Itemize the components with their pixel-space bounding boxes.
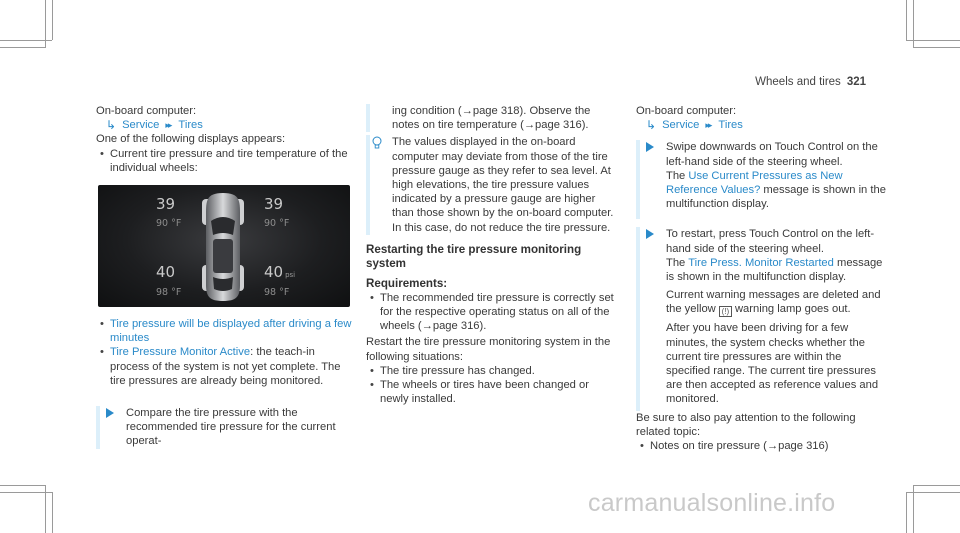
intro-text: One of the following displays appears:	[96, 133, 286, 146]
crop-mark	[0, 40, 52, 41]
tire-pressure-rear-right-wrap	[264, 265, 295, 282]
crop-mark	[0, 492, 52, 493]
step-text: Swipe downwards on Touch Control on the left-hand side of the steering wheel.	[666, 141, 878, 168]
step-result	[666, 288, 886, 317]
step-swipe	[636, 140, 886, 219]
crop-mark	[913, 47, 960, 48]
ref-arrow-icon: →	[523, 119, 536, 132]
step-compare	[96, 406, 352, 449]
step-text: ). Observe the notes on tire temperature (	[392, 105, 591, 132]
step-result: After you have been driving for a few minutes, the system checks whether the current tire pressures are within the specified range. The current tire pressures are then accepted as reference values and monitored.	[666, 322, 879, 406]
tire-warning-lamp-icon: (!)	[719, 306, 732, 317]
tire-pressure-rear-right: 40	[264, 263, 284, 282]
breadcrumb-tires[interactable]: Tires	[178, 119, 203, 132]
list-item-text: )	[824, 440, 829, 453]
message-link-driving: Tire pressure will be displayed after driving a few minutes	[110, 318, 352, 345]
breadcrumb-service[interactable]: Service	[122, 119, 160, 132]
related-list	[636, 439, 886, 453]
list-item	[366, 291, 616, 334]
crop-mark	[52, 492, 53, 533]
list-item-text: The recommended tire pressure is correctly set for the respective operating status on all of the wheels (	[380, 291, 614, 333]
requirements-list	[366, 291, 616, 334]
step-text: ing condition (	[392, 105, 462, 117]
pressure-unit: psi	[285, 271, 296, 280]
step-text: ).	[581, 119, 589, 132]
list-item	[636, 439, 886, 453]
step-text: warning lamp goes out.	[731, 303, 851, 316]
list-item	[96, 317, 352, 345]
step-text: The	[666, 256, 689, 269]
list-item	[96, 147, 352, 175]
page-ref-link[interactable]: page 316	[778, 440, 825, 453]
attention-text: Be sure to also pay attention to the following related topic:	[636, 411, 856, 438]
breadcrumb-service[interactable]: Service	[662, 119, 700, 132]
list-item-text: Notes on tire pressure (	[650, 440, 767, 453]
message-link-use-current: Use Current Pressures as New Reference Values?	[666, 169, 843, 197]
list-item-text: Current tire pressure and tire temperature of the individual wheels:	[110, 147, 348, 174]
note-text: The values displayed in the on-board computer may deviate from those of the tire pressure gauge as they refer to sea level. At high elevations, the tire pressure values indicated by a pressure gauge are higher than those shown by the on-board computer. In this case, do not reduce the tire pressure.	[392, 136, 614, 234]
step-text: message is shown in the multifunction display.	[666, 184, 886, 211]
ref-arrow-icon: →	[766, 440, 779, 453]
page-ref-link[interactable]: page 316	[432, 320, 480, 333]
tire-temp-rear-left: 98 °F	[156, 287, 182, 299]
step-arrow-icon	[646, 229, 654, 239]
crop-mark	[913, 485, 960, 486]
step-text: Current warning messages are deleted and the yellow	[666, 289, 881, 316]
car-top-view-icon	[98, 185, 350, 307]
crop-mark	[906, 492, 960, 493]
crop-mark	[0, 47, 45, 48]
step-result	[666, 169, 886, 212]
tire-temp-front-left: 90 °F	[156, 218, 182, 230]
crop-mark	[52, 0, 53, 40]
breadcrumb	[636, 118, 886, 132]
section-title: Wheels and tires	[755, 76, 841, 88]
onboard-label: On-board computer:	[636, 105, 737, 117]
double-chevron-icon: ▸▸	[705, 120, 711, 131]
step-arrow-icon	[646, 142, 654, 152]
step-text: The	[666, 169, 689, 182]
list-item	[366, 364, 616, 378]
step-text: Compare the tire pressure with the recommended tire pressure for the current operat-	[126, 407, 336, 448]
ref-arrow-icon: →	[421, 320, 433, 333]
page-header	[755, 75, 866, 89]
onboard-label: On-board computer:	[96, 105, 197, 117]
breadcrumb-arrow-icon: ↳	[106, 118, 117, 133]
crop-mark	[0, 485, 45, 486]
page-ref-link[interactable]: page 316	[535, 119, 582, 132]
list-item	[366, 378, 616, 406]
section-heading: Restarting the tire pressure monitoring system	[366, 242, 582, 270]
step-text: message is shown in the multifunction display.	[666, 256, 883, 284]
crop-mark	[906, 40, 960, 41]
column-2	[366, 104, 616, 406]
page-ref-link[interactable]: page 318	[472, 105, 520, 117]
ref-arrow-icon: →	[461, 105, 473, 117]
double-chevron-icon: ▸▸	[165, 120, 171, 131]
tire-pressure-front-right: 39	[264, 195, 284, 214]
tire-temp-rear-right: 98 °F	[264, 287, 290, 299]
message-list	[96, 317, 352, 388]
restart-text: Restart the tire pressure monitoring system in the following situations:	[366, 336, 611, 363]
message-link-restarted: Tire Press. Monitor Restarted	[688, 256, 834, 269]
message-link-monitor-active: Tire Pressure Monitor Active	[110, 346, 251, 359]
list-item-text: The tire pressure has changed.	[380, 364, 535, 377]
column-1	[96, 104, 352, 449]
page-number: 321	[846, 76, 866, 88]
list-item-text: ).	[479, 320, 487, 333]
breadcrumb-tires[interactable]: Tires	[718, 119, 743, 132]
list-item-text: The wheels or tires have been changed or newly installed.	[380, 379, 589, 406]
display-list	[96, 147, 352, 175]
crop-mark	[906, 492, 907, 533]
step-arrow-icon	[106, 408, 114, 418]
list-item-text: : the teach-in process of the system is not yet complete. The tire pressures are already being monitored.	[110, 346, 341, 387]
breadcrumb-arrow-icon: ↳	[646, 118, 657, 133]
step-result	[666, 256, 886, 284]
requirements-label: Requirements:	[366, 276, 448, 290]
tire-pressure-front-left: 39	[156, 195, 176, 214]
tire-pressure-display-image	[98, 185, 350, 307]
lightbulb-icon	[372, 136, 382, 149]
situations-list	[366, 364, 616, 407]
step-continuation	[366, 104, 616, 132]
tire-pressure-rear-left: 40	[156, 263, 176, 282]
tire-temp-front-right: 90 °F	[264, 218, 290, 230]
watermark: carmanualsonline.info	[588, 489, 836, 517]
crop-mark	[906, 0, 907, 40]
list-item	[96, 345, 352, 388]
step-text: To restart, press Touch Control on the left-hand side of the steering wheel.	[666, 228, 875, 255]
column-3	[636, 104, 886, 453]
step-restart	[636, 227, 886, 410]
info-note	[366, 135, 616, 234]
breadcrumb	[96, 118, 352, 132]
